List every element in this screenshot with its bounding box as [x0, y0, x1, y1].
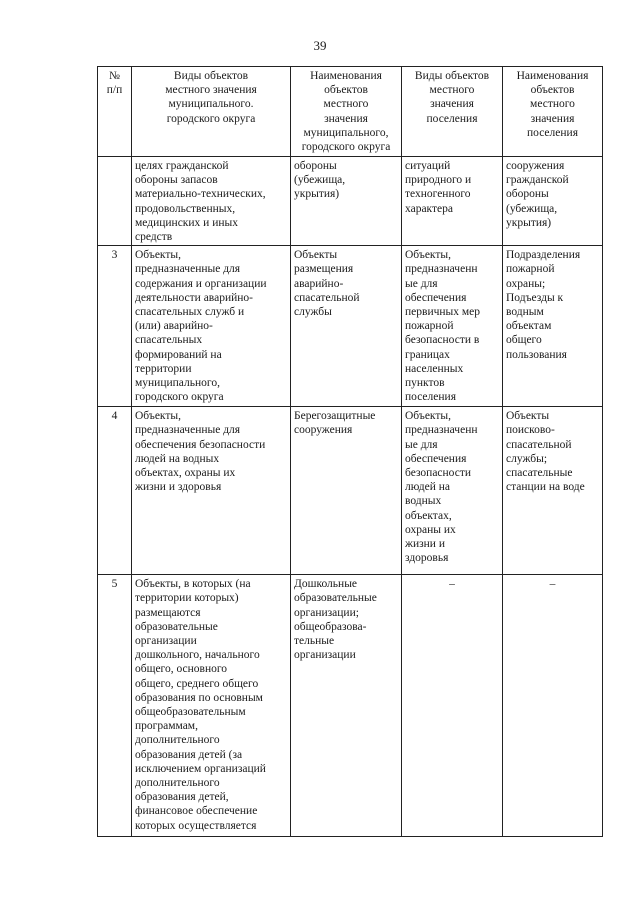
cell-object-name-district: обороны (убежища, укрытия): [291, 157, 402, 246]
table-row: [98, 246, 603, 407]
table-row: [98, 575, 603, 837]
cell-object-name-settlement: сооружения гражданской обороны (убежища, укрытия): [503, 157, 603, 246]
cell-object-type-settlement: Объекты, предназначенн ые для обеспечения первичных мер пожарной безопасности в границах населенных пунктов поселения: [402, 246, 503, 407]
cell-object-name-district: Берегозащитные сооружения: [291, 407, 402, 575]
table-header-row: [98, 67, 603, 157]
table-row: [98, 407, 603, 575]
row-number: 5: [98, 575, 132, 837]
cell-object-type-district: целях гражданской обороны запасов материально-технических, продовольственных, медицинских и иных средств: [132, 157, 291, 246]
row-number: 4: [98, 407, 132, 575]
header-object-type-district: Виды объектов местного значения муниципального. городского округа: [132, 67, 291, 157]
cell-object-name-settlement: Подразделения пожарной охраны; Подъезды к водным объектам общего пользования: [503, 246, 603, 407]
cell-object-type-district: Объекты, предназначенные для обеспечения безопасности людей на водных объектах, охраны их жизни и здоровья: [132, 407, 291, 575]
cell-object-type-settlement: –: [402, 575, 503, 837]
cell-object-type-district: Объекты, в которых (на территории которых) размещаются образовательные организации дошкольного, начального общего, основного общего, среднего общего образования по основным общеобразовательным программам, дополнительного образования детей (за исключением организаций дополнительного образования детей, финансовое обеспечение которых осуществляется: [132, 575, 291, 837]
header-number: № п/п: [98, 67, 132, 157]
header-object-name-settlement: Наименования объектов местного значения поселения: [503, 67, 603, 157]
objects-table: [97, 66, 603, 837]
page-number: 39: [313, 38, 327, 53]
header-object-name-district: Наименования объектов местного значения муниципального, городского округа: [291, 67, 402, 157]
cell-object-type-settlement: ситуаций природного и техногенного характера: [402, 157, 503, 246]
row-number: [98, 157, 132, 246]
header-object-type-settlement: Виды объектов местного значения поселения: [402, 67, 503, 157]
row-number: 3: [98, 246, 132, 407]
cell-object-name-settlement: Объекты поисково- спасательной службы; спасательные станции на воде: [503, 407, 603, 575]
cell-object-name-settlement: –: [503, 575, 603, 837]
cell-object-name-district: Дошкольные образовательные организации; общеобразова- тельные организации: [291, 575, 402, 837]
table-row: [98, 157, 603, 246]
cell-object-type-settlement: Объекты, предназначенн ые для обеспечения безопасности людей на водных объектах, охраны их жизни и здоровья: [402, 407, 503, 575]
cell-object-type-district: Объекты, предназначенные для содержания и организации деятельности аварийно- спасательных служб и (или) аварийно- спасательных формирований на территории муниципального, городского округа: [132, 246, 291, 407]
cell-object-name-district: Объекты размещения аварийно- спасательной службы: [291, 246, 402, 407]
